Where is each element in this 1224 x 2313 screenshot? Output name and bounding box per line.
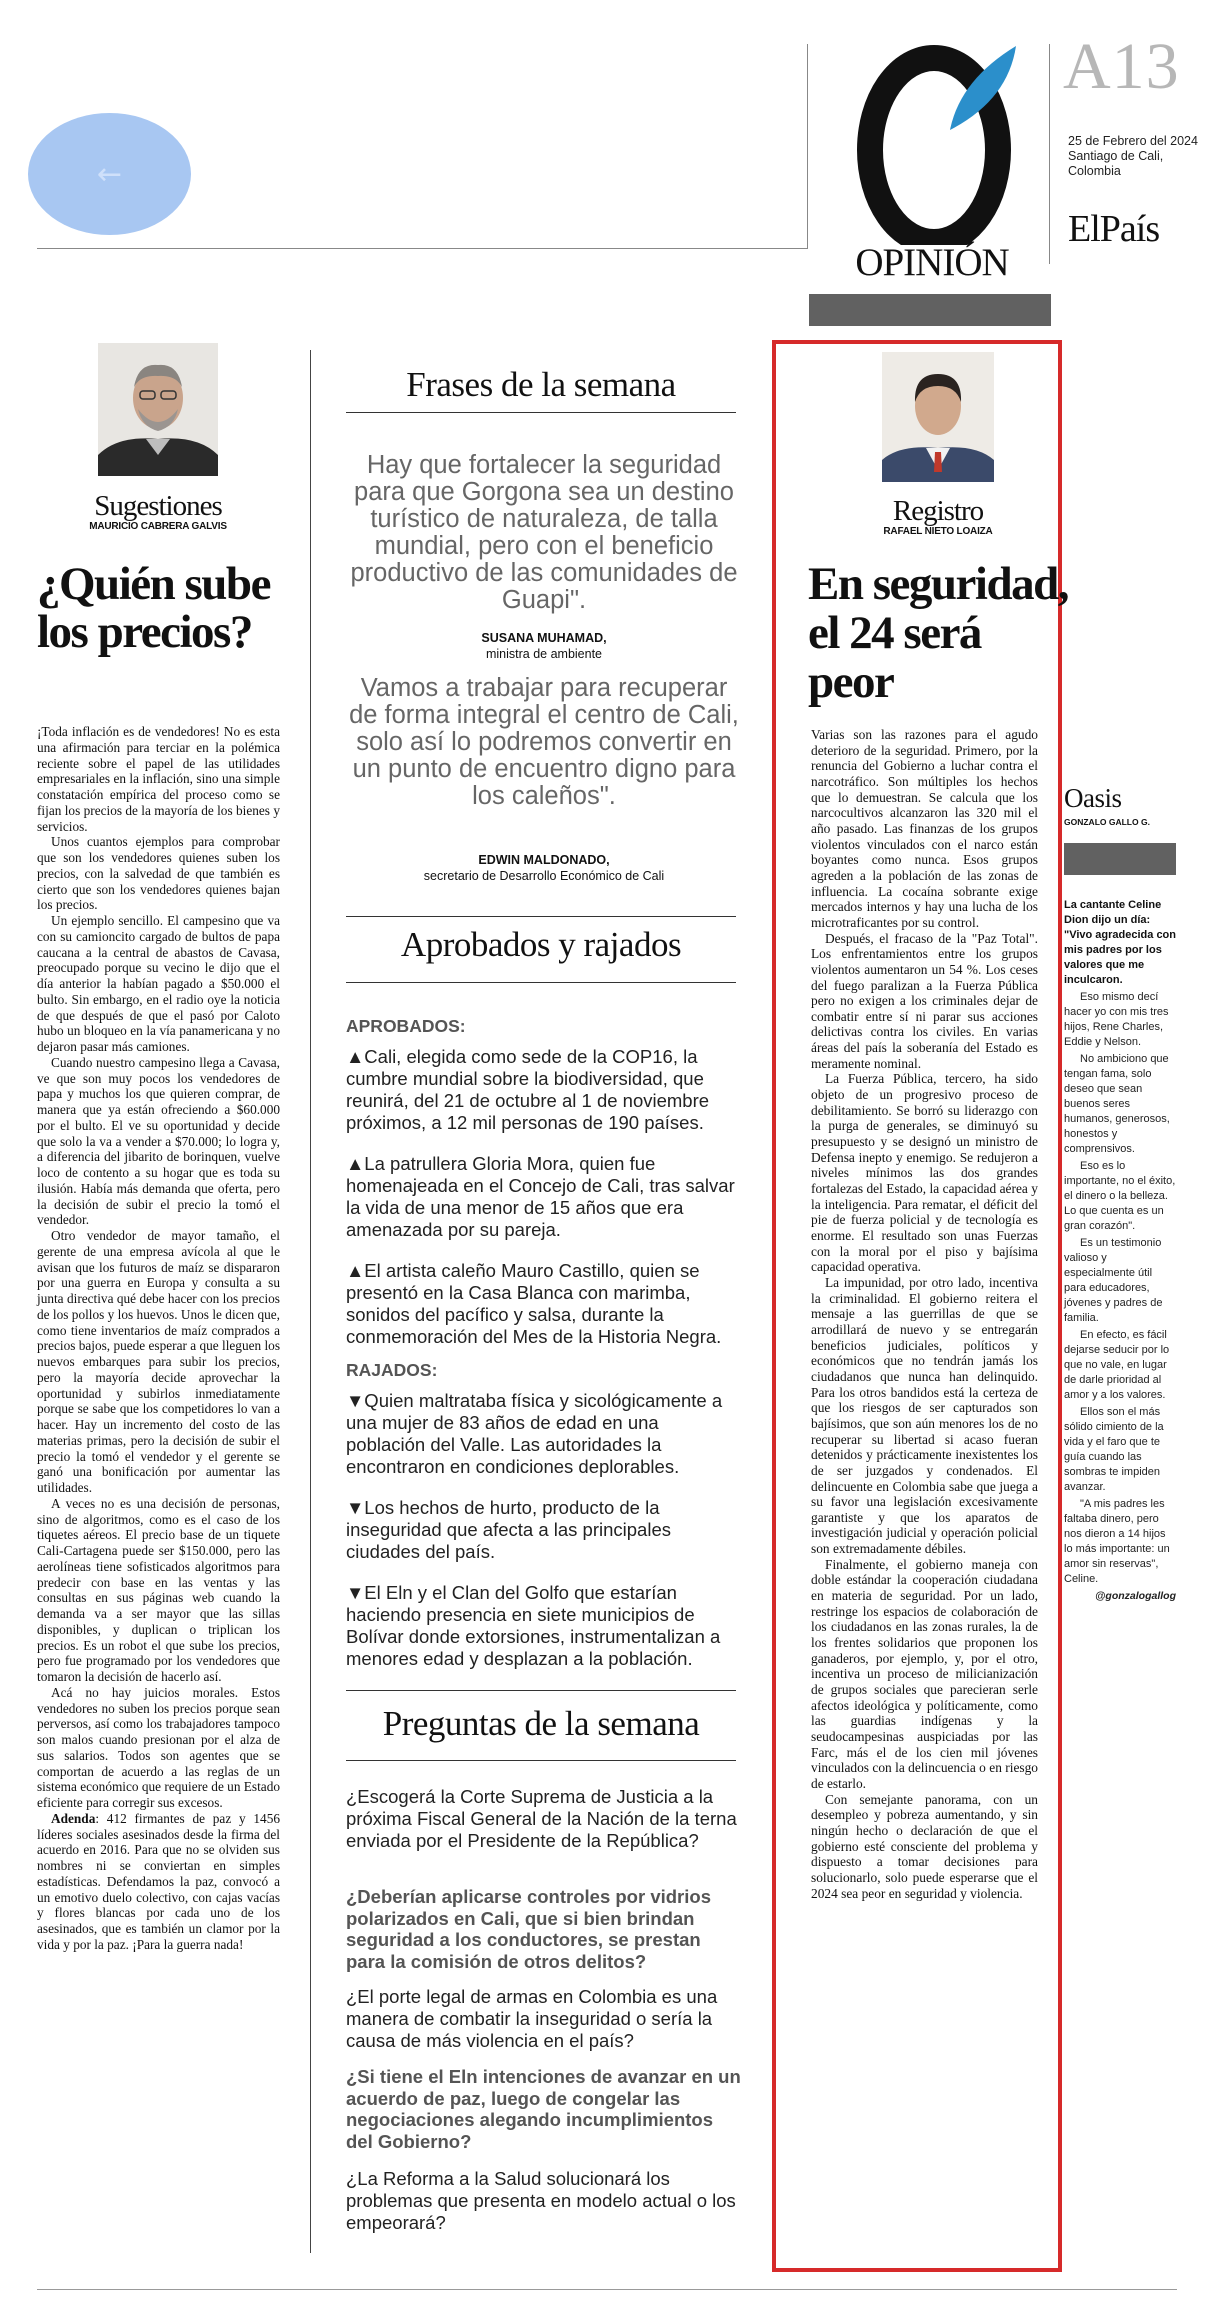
dateline: 25 de Febrero del 2024 Santiago de Cali, Colombia bbox=[1068, 134, 1198, 178]
portrait-illustration bbox=[882, 352, 994, 482]
newspaper-name: ElPaís bbox=[1068, 208, 1160, 250]
aprobado-item: ▲Cali, elegida como sede de la COP16, la cumbre mundial sobre la biodiversidad, que reunirá, del 21 de octubre al 1 de noviembre próximos, a 12 mil personas de 190 países. bbox=[346, 1046, 710, 1133]
pregunta-item: ¿Escogerá la Corte Suprema de Justicia a la próxima Fiscal General de la Nación de la terna enviada por el Presidente de la República? bbox=[346, 1786, 737, 1851]
column-name-oasis: Oasis bbox=[1064, 783, 1122, 813]
page-number: A13 bbox=[1063, 30, 1180, 103]
pregunta-item: ¿El porte legal de armas en Colombia es una manera de combatir la inseguridad o sería la causa de más violencia en el país? bbox=[346, 1986, 718, 2051]
back-button[interactable] bbox=[28, 113, 191, 235]
header-rule bbox=[37, 248, 807, 249]
quote-author-role: ministra de ambiente bbox=[485, 647, 603, 661]
addendum-text: : 412 firmantes de paz y 1456 líderes sociales asesinados desde la firma del acuerdo en 2016. Para que no se olviden sus nombres ni se conviertan en simples estadísticas. Defendamos la paz, convocó a un emotivo duelo colectivo, con cajas vacías y flores blancas por cada uno de los asesinados, que es también un clamor por la vida y por la paz. ¡Para la guerra nada! bbox=[37, 1810, 280, 1952]
paragraph: "A mis padres les faltaba dinero, pero nos dieron a 14 hijos lo más importante: un amor sin reservas", Celine. bbox=[1064, 1498, 1170, 1585]
column-header-registro bbox=[850, 497, 1026, 537]
title-underline bbox=[346, 412, 736, 413]
rajados-label: RAJADOS: bbox=[346, 1360, 438, 1380]
addendum-label: Adenda bbox=[51, 1810, 96, 1826]
author-photo-nieto bbox=[882, 352, 994, 482]
section-rule bbox=[346, 1690, 736, 1691]
section-bar bbox=[809, 294, 1051, 326]
article-body-right bbox=[811, 727, 1038, 1901]
paragraph: Es un testimonio valioso y especialmente útil para educadores, jóvenes y padres de familia. bbox=[1064, 1237, 1163, 1324]
pregunta-item: ¿Deberían aplicarse controles por vidrios polarizados en Cali, que si bien brindan seguridad a los conductores, se prestan para la comisión de otros delitos? bbox=[346, 1886, 711, 1972]
header-divider-right bbox=[1049, 44, 1050, 264]
column-name: Registro bbox=[892, 495, 984, 527]
column-author-oasis: GONZALO GALLO G. bbox=[1064, 817, 1150, 827]
pregunta-item: ¿Si tiene el Eln intenciones de avanzar en un acuerdo de paz, luego de congelar las negociaciones alegando incumplimientos del Gobierno? bbox=[346, 2066, 741, 2152]
section-rule bbox=[346, 916, 736, 917]
rajado-item: ▼El Eln y el Clan del Golfo que estarían haciendo presencia en siete municipios de Bolívar donde extorsiones, instrumentalizan a menores edad y desplazan a la población. bbox=[346, 1582, 721, 1669]
headline-right: En seguridad, el 24 será peor bbox=[808, 558, 1068, 708]
paragraph: Finalmente, el gobierno maneja con doble estándar la cooperación ciudadana en materia de seguridad. Por un lado, restringe los espacios de colaboración de los ciudadanos en las zonas rurales, la de los frentes solidarios que proponen los ganaderos, por ejemplo, y, por el otro, incentiva un proceso de milicianización de grupos sociales que parecieran serle afectos ideológica y políticamente, como las guardias indígenas y la seudocampesinas auspiciadas por las Farc, más el de los cien mil jóvenes vinculados con la delincuencia o en riesgo de estarlo. bbox=[811, 1556, 1038, 1791]
paragraph: En efecto, es fácil dejarse seducir por lo que no vale, en lugar de darle prioridad al amor y a los valores. bbox=[1064, 1329, 1170, 1401]
aprobado-item: ▲La patrullera Gloria Mora, quien fue homenajeada en el Concejo de Cali, tras salvar la vida de una menor de 15 años que era amenazada por su pareja. bbox=[346, 1153, 735, 1240]
oasis-bar bbox=[1064, 843, 1176, 875]
column-name: Sugestiones bbox=[94, 490, 222, 522]
page-bottom-rule bbox=[37, 2289, 1177, 2290]
pregunta-item: ¿La Reforma a la Salud solucionará los problemas que presenta en modelo actual o los empeorará? bbox=[346, 2168, 736, 2233]
quote-author bbox=[346, 630, 742, 662]
paragraph: Después, el fracaso de la "Paz Total". Los enfrentamientos entre los grupos violentos aumentaron un 54 %. Los ceses del fuego paralizan a la Fuerza Pública pero no exigen a los criminales dejar de combatir entre sí ni parar sus acciones delictivas contra los civiles. En varias áreas del país la soberanía del Estado es meramente nominal. bbox=[811, 930, 1038, 1071]
paragraph: ¡Toda inflación es de vendedores! No es esta una afirmación para terciar en la polémica reciente sobre el papel de las utilidades empresariales en la inflación, sino una simple constatación empírica del proceso como se fijan los precios de la mayoría de los bienes y servicios. bbox=[37, 724, 280, 834]
author-photo-cabrera bbox=[98, 343, 218, 476]
oasis-signature: @gonzalogallog bbox=[1095, 1590, 1176, 1602]
paragraph: Unos cuantos ejemplos para comprobar que son los vendedores quienes suben los precios, con la salvedad de que también es cierto que son los vendedores quienes bajan los precios. bbox=[37, 834, 280, 913]
column-author: RAFAEL NIETO LOAIZA bbox=[883, 526, 993, 537]
frases-title: Frases de la semana bbox=[406, 365, 676, 404]
paragraph: La Fuerza Pública, tercero, ha sido objeto de un progresivo proceso de debilitamiento. Se borró su liderazgo con la purga de generales, se diminuyó su presupuesto y se designó un ministro de Defensa inepto y enemigo. Se redujeron a niveles mínimos las dos grandes fortalezas del Estado, la capacidad aérea y la inteligencia. Para rematar, el déficit del pie de fuerza policial y de tecnología es enorme. El resultado son unas Fuerzas con la moral por el piso y bajísima capacidad operativa. bbox=[811, 1071, 1038, 1275]
aprobados-label: APROBADOS: bbox=[346, 1016, 466, 1036]
oasis-body bbox=[1064, 898, 1176, 1606]
paragraph: No ambiciono que tengan fama, solo deseo que sean buenos seres humanos, generosos, honestos y comprensivos. bbox=[1064, 1053, 1170, 1155]
paragraph: Otro vendedor de mayor tamaño, el gerente de una empresa avícola al que le avisan que los futuros de maíz se dispararon por una guerra en Europa y consulta a su junta directiva qué debe hacer con los precios de los pollos y los huevos. Unos le dicen que, como tiene inventarios de maíz comprados a precios bajos, puede esperar a que lleguen los nuevos embarques para subir los precios, pero la mayoría decide aprovechar la oportunidad y subirlos inmediatamente porque se sabe que los competidores lo van a hacer. Hay un incremento del costo de las materias primas, pero la decisión de subir el precio la tomó el vendedor y el gerente se ganó una bonificación por aumentar las utilidades. bbox=[37, 1228, 280, 1495]
paragraph: Eso mismo decí hacer yo con mis tres hijos, Rene Charles, Eddie y Nelson. bbox=[1064, 991, 1169, 1048]
quote-author-name: SUSANA MUHAMAD, bbox=[481, 631, 607, 645]
portrait-illustration bbox=[98, 343, 218, 476]
article-body-left bbox=[37, 724, 280, 1953]
header-divider bbox=[807, 44, 808, 249]
column-header-sugestiones bbox=[60, 492, 256, 532]
paragraph: La impunidad, por otro lado, incentiva la criminalidad. El gobierno reitera el mensaje a las guerrillas de que se arrodillará de nuevo y se entregarán beneficios judiciales, políticos y económicos que no tendrán jamás los ciudadanos que nunca han delinquido. Para los otros bandidos está la certeza de que los riesgos de ser capturados son bajísimos, que son aún menores los de no recuperar su libertad si acaso fueran detenidos y prácticamente inexistentes los de ser juzgados y condenados. El delincuente en Colombia sabe que juega a su favor una legislación excesivamente garantiste y que los aparatos de investigación judicial y operación policial son extremadamente débiles. bbox=[811, 1274, 1038, 1557]
paragraph: Eso es lo importante, no el éxito, el dinero o la belleza. Lo que cuenta es un gran corazón". bbox=[1064, 1160, 1176, 1232]
oasis-lead: La cantante Celine Dion dijo un día: "Vivo agradecida con mis padres por los valores que me inculcaron. bbox=[1064, 899, 1176, 986]
paragraph: Con semejante panorama, con un desempleo y pobreza aumentando, y sin ningún hecho o declaración de que el gobierno esté consciente del problema y dispuesto a tomar decisiones para solucionarlo, solo puede esperarse que el 2024 sea peor en seguridad y violencia. bbox=[811, 1791, 1038, 1901]
title-underline bbox=[346, 982, 736, 983]
quote-author-role: secretario de Desarrollo Económico de Cali bbox=[423, 869, 665, 883]
headline-left: ¿Quién sube los precios? bbox=[37, 558, 270, 658]
rajado-item: ▼Los hechos de hurto, producto de la inseguridad que afecta a las principales ciudades del país. bbox=[346, 1497, 671, 1562]
rajado-item: ▼Quien maltrataba física y sicológicamente a una mujer de 83 años de edad en una población del Valle. Las autoridades la encontraron en condiciones deplorables. bbox=[346, 1390, 723, 1477]
paragraph: A veces no es una decisión de personas, sino de algoritmos, como es el caso de los tiquetes aéreos. El precio base de un tiquete Cali-Cartagena puede ser $150.000, pero las aerolíneas tiene sofisticados algoritmos para predecir con base en las ventas y las consultas en sus páginas web cuando la demanda va a ser mayor que las sillas disponibles, y duplican o triplican los precios. Es un robot el que sube los precios, pero fue programado por los vendedores que tomaron la decisión de hacerlo así. bbox=[37, 1495, 280, 1684]
paragraph: Ellos son el más sólido cimiento de la vida y el faro que te guía cuando las sombras te impiden avanzar. bbox=[1064, 1406, 1164, 1493]
paragraph: Un ejemplo sencillo. El campesino que va con su camioncito cargado de bultos de papa caucana a la central de abastos de Cavasa, preocupado porque su vecino le dijo que el día anterior la habían pagado a $50.000 el bulto. Sin embargo, en el radio oye la noticia de que después de que el pasó por Caloto hubo un bloqueo en la vía panamericana y no dejaron pasar más camiones. bbox=[37, 913, 280, 1054]
column-author: MAURICIO CABRERA GALVIS bbox=[89, 521, 227, 532]
quote-maldonado: Vamos a trabajar para recuperar de forma integral el centro de Cali, solo así lo podremos convertir en un punto de encuentro digno para los caleños". bbox=[349, 674, 739, 810]
opinion-logo bbox=[838, 40, 1038, 245]
title-underline bbox=[346, 1760, 736, 1761]
paragraph: Varias son las razones para el agudo deterioro de la seguridad. Primero, por la renuncia del Gobierno a luchar contra el narcotráfico. Son múltiples los hechos que lo demuestran. Se calcula que los narcocultivos alcanzaron las 320 mil el año pasado. Las finanzas de los grupos violentos vinculados con el narco están boyantes como nunca. Esos grupos agreden a la población de las zonas de influencia. La cocaína sobrante exige mercados internos y hay una lucha de los microtraficantes por su control. bbox=[811, 727, 1038, 930]
addendum bbox=[37, 1811, 280, 1953]
quote-muhamad: Hay que fortalecer la seguridad para que Gorgona sea un destino turístico de naturaleza, de talla mundial, pero con el beneficio productivo de las comunidades de Guapi". bbox=[350, 451, 738, 614]
aprobado-item: ▲El artista caleño Mauro Castillo, quien se presentó en la Casa Blanca con marimba, sonidos del pacífico y salsa, durante la conmemoración del Mes de la Historia Negra. bbox=[346, 1260, 722, 1347]
aprobados-title: Aprobados y rajados bbox=[400, 925, 682, 964]
preguntas-title: Preguntas de la semana bbox=[382, 1704, 700, 1743]
quote-author-name: EDWIN MALDONADO, bbox=[478, 853, 610, 867]
section-name: OPINIÓN bbox=[855, 241, 1009, 284]
paragraph: Cuando nuestro campesino llega a Cavasa, ve que son muy pocos los vendedores de papa y muchos los que quieren comprar, de manera que ya están ofreciendo a $60.000 por el bulto. El ve su oportunidad y decide que solo la va a vender a $70.000; lo logra y, a diferencia del jibarito de borinquen, vuelve loco de contento a su hogar que es toda su ilusión. Había más demanda que oferta, pero la decisión de subir el precio la tomó el vendedor. bbox=[37, 1054, 280, 1228]
paragraph: Acá no hay juicios morales. Estos vendedores no suben los precios porque sean perversos, así como los trabajadores tampoco son malos cuando presionan por el alza de sus salarios. Todos son agentes que se comportan de acuerdo a las reglas de un sistema económico que requiere de un Estado eficiente para corregir sus excesos. bbox=[37, 1684, 280, 1810]
quote-author bbox=[346, 852, 742, 884]
column-rule bbox=[310, 350, 311, 2253]
back-arrow-icon: ← bbox=[96, 156, 123, 192]
